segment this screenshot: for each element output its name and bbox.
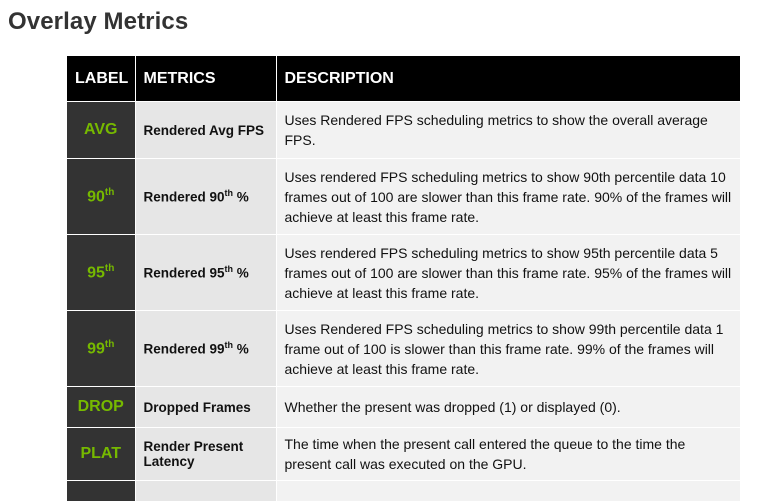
row-metric: Rendered 99th % bbox=[135, 311, 276, 387]
overlay-metrics-table bbox=[67, 56, 741, 501]
row-description: Whether the present was dropped (1) or displayed (0). bbox=[276, 387, 740, 428]
row-label: 99th bbox=[67, 311, 135, 387]
row-label: 90th bbox=[67, 159, 135, 235]
row-description: Uses Rendered FPS scheduling metrics to show the overall average FPS. bbox=[276, 102, 740, 159]
row-metric: Render Present Latency bbox=[135, 428, 276, 481]
row-description: Uses rendered FPS scheduling metrics to show 90th percentile data 10 frames out of 100 are slower than this frame rate. 90% of the frames will achieve at least this frame rate. bbox=[276, 159, 740, 235]
table-row bbox=[67, 102, 740, 159]
row-label: 95th bbox=[67, 235, 135, 311]
row-label: DROP bbox=[67, 387, 135, 428]
row-metric: Dropped Frames bbox=[135, 387, 276, 428]
row-metric: Rendered Avg FPS bbox=[135, 102, 276, 159]
row-label: PLAT bbox=[67, 428, 135, 481]
header-description: DESCRIPTION bbox=[276, 56, 740, 102]
header-label: LABEL bbox=[67, 56, 135, 102]
row-description: Uses rendered FPS scheduling metrics to show 95th percentile data 5 frames out of 100 are slower than this frame rate. 95% of the frames will achieve at least this frame rate. bbox=[276, 235, 740, 311]
row-description: Uses Rendered FPS scheduling metrics to show 99th percentile data 1 frame out of 100 is slower than this frame rate. 99% of the frames will achieve at least this frame rate. bbox=[276, 311, 740, 387]
table-row bbox=[67, 311, 740, 387]
row-metric: Rendered 90th % bbox=[135, 159, 276, 235]
row-label: AVG bbox=[67, 102, 135, 159]
header-metrics: METRICS bbox=[135, 56, 276, 102]
table-header-row bbox=[67, 56, 740, 102]
table-row bbox=[67, 159, 740, 235]
table-row bbox=[67, 235, 740, 311]
table-row bbox=[67, 387, 740, 428]
row-description: The time when the present call entered the queue to the time the present call was executed on the GPU. bbox=[276, 428, 740, 481]
table-row bbox=[67, 428, 740, 481]
row-metric: Rendered 95th % bbox=[135, 235, 276, 311]
page-title: Overlay Metrics bbox=[8, 8, 188, 36]
